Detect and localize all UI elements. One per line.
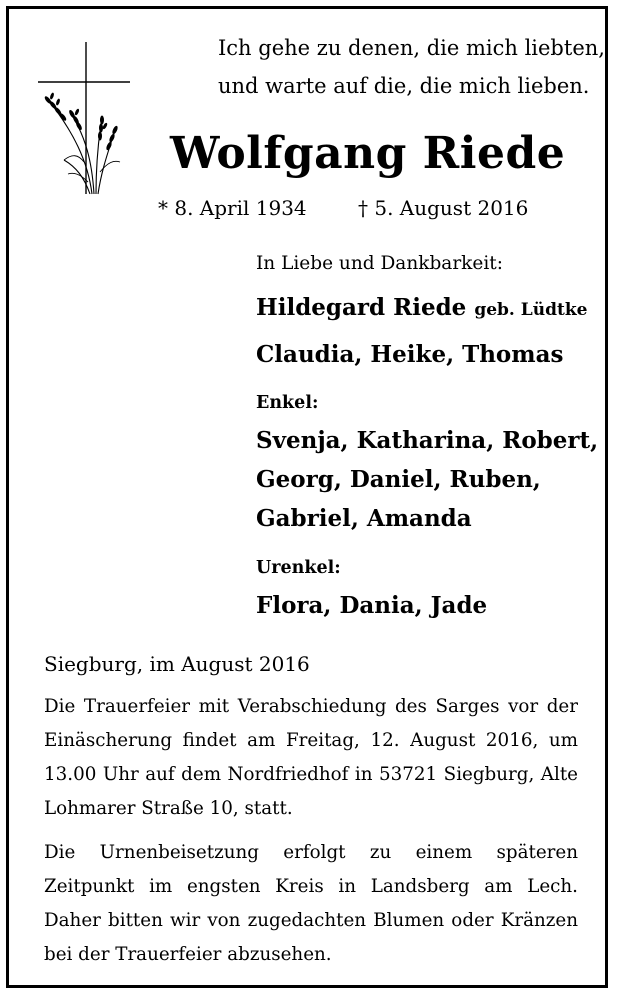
grandchildren-line-1: Svenja, Katharina, Robert, (256, 427, 599, 454)
urn-burial-paragraph: Die Urnenbeisetzung erfolgt zu einem späteren Zeitpunkt im engsten Kreis in Landsberg am Lech. Daher bitten wir von zugedachten Blumen oder Kränzen bei der Trauerfeier abzusehen. (44, 842, 578, 965)
spouse-line (256, 294, 587, 321)
great-grandchildren-names: Flora, Dania, Jade (256, 592, 488, 619)
great-grandchildren-heading: Urenkel: (256, 558, 341, 578)
place-date: Siegburg, im August 2016 (44, 652, 310, 676)
motto-line-1: Ich gehe zu denen, die mich liebten, (218, 36, 605, 60)
mourners-intro: In Liebe und Dankbarkeit: (256, 253, 503, 274)
cross-with-wheat-icon (34, 42, 134, 202)
spouse-maiden-name: geb. Lüdtke (474, 300, 588, 320)
death-date: † 5. August 2016 (358, 196, 529, 220)
motto-line-2: und warte auf die, die mich lieben. (218, 74, 590, 98)
grandchildren-heading: Enkel: (256, 393, 319, 413)
birth-date: * 8. April 1934 (158, 196, 307, 220)
funeral-service-paragraph: Die Trauerfeier mit Verabschiedung des Sarges vor der Einäscherung findet am Freitag, 12. August 2016, um 13.00 Uhr auf dem Nordfriedhof in 53721 Siegburg, Alte Lohmarer Straße 10, statt. (44, 696, 578, 819)
grandchildren-line-2: Georg, Daniel, Ruben, (256, 466, 541, 493)
spouse-name: Hildegard Riede (256, 294, 467, 321)
grandchildren-line-3: Gabriel, Amanda (256, 505, 472, 532)
deceased-name: Wolfgang Riede (170, 128, 566, 179)
children-names: Claudia, Heike, Thomas (256, 341, 564, 368)
